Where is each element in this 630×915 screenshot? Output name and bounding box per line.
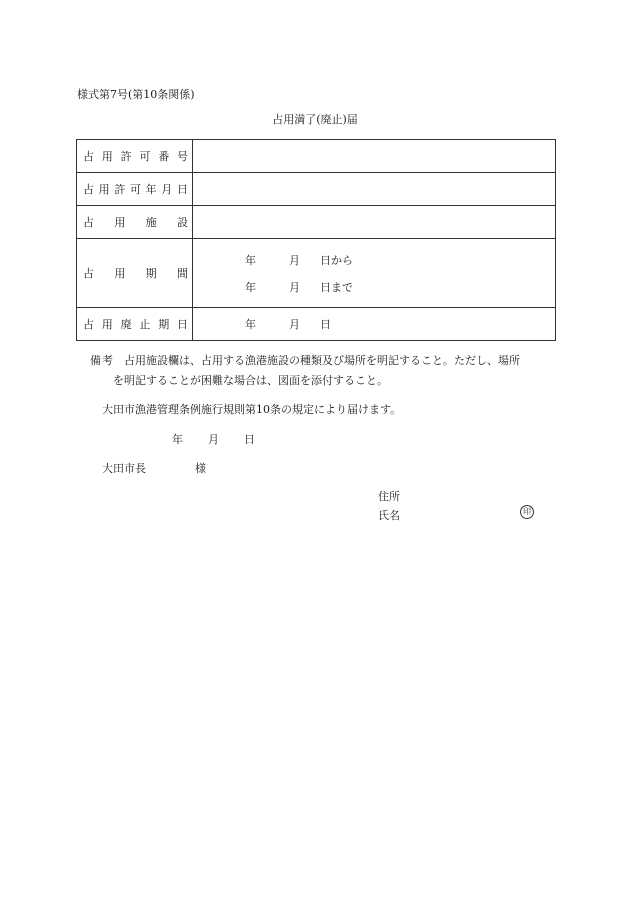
remark-line-1	[90, 351, 560, 371]
abolition-day: 日	[320, 318, 331, 331]
remark-heading: 備考	[90, 354, 114, 367]
notification-form-table	[76, 139, 556, 341]
table-row	[77, 173, 556, 206]
table-row	[77, 206, 556, 239]
form-number: 様式第7号(第10条関係)	[77, 88, 195, 101]
submit-year: 年	[172, 433, 183, 446]
to-year: 年	[245, 280, 256, 294]
label-char: 年	[145, 183, 157, 196]
from-day: 日から	[320, 253, 353, 267]
label-char: 号	[176, 150, 188, 163]
label-char: 期	[158, 318, 170, 331]
addressee-name: 大田市長	[102, 462, 146, 475]
label-char: 占	[83, 318, 94, 331]
document-title: 占用満了(廃止)届	[272, 113, 358, 126]
label-char: 用	[101, 150, 113, 163]
label-char: 許	[120, 150, 132, 163]
period-to-line	[193, 279, 555, 295]
abolition-date-line	[193, 316, 555, 332]
permit-date-label	[77, 173, 193, 206]
remark-line-2: を明記することが困難な場合は、図面を添付すること。	[113, 374, 388, 387]
label-char: 用	[114, 216, 126, 229]
to-day: 日まで	[320, 280, 353, 294]
permit-date-field[interactable]	[193, 173, 556, 206]
label-char: 用	[114, 267, 126, 280]
permit-number-label	[77, 140, 193, 173]
label-char: 占	[83, 216, 94, 229]
facility-label	[77, 206, 193, 239]
to-month: 月	[289, 280, 300, 294]
label-char: 設	[176, 216, 188, 229]
label-char: 月	[161, 183, 173, 196]
submit-month: 月	[208, 433, 219, 446]
permit-number-field[interactable]	[193, 140, 556, 173]
label-char: 日	[176, 318, 188, 331]
addressee	[102, 460, 206, 476]
label-char: 止	[139, 318, 151, 331]
label-char: 番	[158, 150, 170, 163]
facility-field[interactable]	[193, 206, 556, 239]
period-field[interactable]	[193, 239, 556, 308]
declaration-text: 大田市漁港管理条例施行規則第10条の規定により届けます。	[102, 403, 402, 416]
table-row	[77, 239, 556, 308]
label-char: 期	[145, 267, 157, 280]
seal-icon: 印	[520, 505, 534, 519]
label-char: 日	[176, 183, 188, 196]
abolition-date-label	[77, 308, 193, 341]
label-char: 占	[83, 267, 94, 280]
label-char: 許	[114, 183, 126, 196]
addressee-honorific: 様	[195, 462, 206, 475]
label-char: 用	[98, 183, 110, 196]
table-row	[77, 308, 556, 341]
submit-day: 日	[244, 433, 255, 446]
abolition-month: 月	[289, 318, 300, 331]
abolition-year: 年	[245, 318, 256, 331]
label-char: 間	[176, 267, 188, 280]
period-label	[77, 239, 193, 308]
label-char: 占	[83, 183, 94, 196]
address-label: 住所	[378, 490, 400, 503]
submission-date	[172, 431, 255, 447]
label-char: 施	[145, 216, 157, 229]
name-label: 氏名	[378, 509, 400, 522]
remark-note	[90, 351, 560, 391]
label-char: 廃	[120, 318, 132, 331]
from-month: 月	[289, 253, 300, 267]
label-char: 占	[83, 150, 94, 163]
label-char: 可	[129, 183, 141, 196]
remark-text-1: 占用施設欄は、占用する漁港施設の種類及び場所を明記すること。ただし、場所	[124, 354, 520, 367]
period-from-line	[193, 252, 555, 268]
from-year: 年	[245, 253, 256, 267]
label-char: 可	[139, 150, 151, 163]
table-row	[77, 140, 556, 173]
abolition-date-field[interactable]	[193, 308, 556, 341]
label-char: 用	[101, 318, 113, 331]
